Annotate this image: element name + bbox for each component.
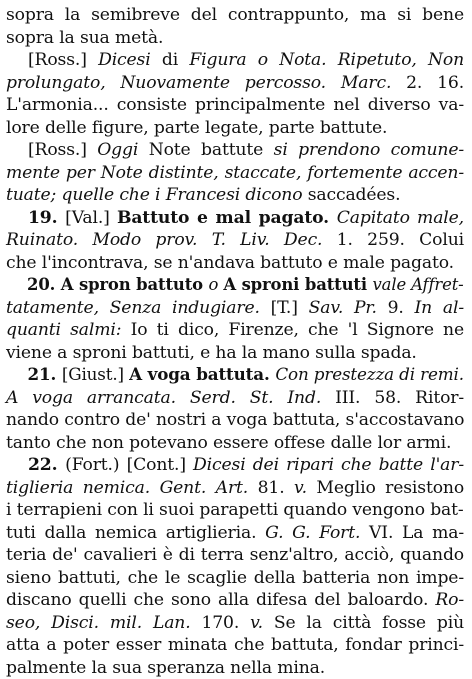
text-run: atta a poter esser minata che battuta, fondar princi-	[6, 635, 464, 655]
text-line	[6, 274, 444, 297]
text-run: 81.	[258, 478, 294, 498]
text-run: Sav. Pr.	[309, 298, 388, 318]
text-line	[6, 207, 464, 230]
text-line	[6, 567, 464, 590]
text-run: A voga arrancata. Serd. St. Ind.	[6, 388, 335, 408]
text-line	[6, 162, 464, 185]
text-run: . La ma-	[388, 523, 464, 543]
text-line	[6, 634, 464, 657]
text-run: 2. 16.	[406, 73, 464, 93]
text-run: (Fort.) [Cont.]	[65, 455, 193, 475]
text-run: 170.	[201, 613, 250, 633]
text-run: prolungato, Nuovamente percosso. Marc.	[6, 73, 406, 93]
text-line	[6, 477, 464, 500]
text-line	[6, 252, 464, 275]
text-run: vale Affret-	[373, 275, 464, 295]
text-run: sieno battuti, che le scaglie della batteria non impe-	[6, 568, 464, 588]
text-run: Dicesi	[98, 50, 162, 70]
text-run: Se la città fosse più	[274, 613, 464, 633]
text-run: tuti dalla nemica artiglieria.	[6, 523, 265, 543]
text-run: Battuto e mal pagato.	[117, 208, 337, 228]
text-run: v.	[250, 613, 274, 633]
text-line	[6, 544, 464, 567]
text-line	[6, 454, 464, 477]
text-run: seo, Disci. mil. Lan.	[6, 613, 201, 633]
text-line	[6, 94, 464, 117]
text-run: [Ross.]	[28, 50, 98, 70]
text-line	[6, 319, 464, 342]
text-run: palmente la sua speranza nella mina.	[6, 658, 325, 678]
text-run: Io ti dico, Firenze, che 'l Signore ne	[131, 320, 464, 340]
text-run: [T.]	[271, 298, 309, 318]
text-run: discano quelli che sono alla difesa del baloardo.	[6, 590, 435, 610]
text-line	[6, 589, 464, 612]
text-run: che l'incontrava, se n'andava battuto e male pagato.	[6, 253, 454, 273]
text-run: mente per Note distinte, staccate, fortemente accen-	[6, 163, 464, 183]
text-run: A voga battuta.	[129, 365, 275, 385]
text-run: 19.	[28, 208, 65, 228]
text-run: tuate; quelle che i Francesi dicono	[6, 185, 308, 205]
text-line	[6, 409, 464, 432]
text-run: Figura o Nota. Ripetuto, Non	[189, 50, 464, 70]
text-line	[6, 139, 464, 162]
text-run: L'armonia... consiste principalmente nel diverso va-	[6, 95, 464, 115]
dictionary-entry-text	[6, 4, 464, 679]
text-run: 9.	[388, 298, 415, 318]
text-run: viene a sproni battuti, e ha la mano sulla spada.	[6, 343, 417, 363]
text-run: In al-	[415, 298, 464, 318]
text-run: VI	[369, 523, 388, 543]
text-line	[6, 117, 464, 140]
text-run: o	[209, 275, 224, 295]
text-run: A sproni battuti	[223, 275, 372, 295]
text-run: Ruinato. Modo prov. T. Liv. Dec.	[6, 230, 337, 250]
text-line	[6, 432, 464, 455]
text-run: 1. 259. Colui	[337, 230, 464, 250]
text-run: 20. A spron battuto	[27, 275, 209, 295]
text-run: saccadées.	[308, 185, 401, 205]
text-line	[6, 49, 464, 72]
text-run: Note battute	[149, 140, 274, 160]
text-run: Oggi	[97, 140, 148, 160]
text-run: [Val.]	[65, 208, 117, 228]
text-run: quanti salmi:	[6, 320, 131, 340]
text-run: tanto che non potevano essere offese dalle lor armi.	[6, 433, 451, 453]
text-line	[6, 229, 464, 252]
text-line	[6, 499, 463, 522]
text-run: Capitato male,	[337, 208, 464, 228]
text-line	[6, 72, 464, 95]
text-line	[6, 27, 464, 50]
text-run: i terrapieni con li suoi parapetti quando vengono bat-	[6, 500, 463, 520]
text-run: Dicesi dei ripari che batte l'ar-	[193, 455, 464, 475]
text-run: tiglieria nemica. Gent. Art.	[6, 478, 258, 498]
text-line	[6, 4, 464, 27]
text-run: Ro-	[435, 590, 464, 610]
text-run: G. G. Fort.	[265, 523, 369, 543]
text-run: sopra la semibreve del contrappunto, ma si bene	[6, 5, 464, 25]
text-line	[6, 387, 464, 410]
text-run: Con prestezza di remi.	[275, 365, 464, 385]
text-run: Meglio resistono	[316, 478, 464, 498]
text-run: sopra la sua metà.	[6, 28, 163, 48]
text-line	[6, 612, 464, 635]
text-line	[6, 657, 464, 679]
text-line	[6, 297, 464, 320]
text-run: v.	[294, 478, 316, 498]
text-run: nando contro de' nostri a voga battuta, s'accostavano	[6, 410, 464, 430]
text-line	[6, 184, 464, 207]
text-run: [Ross.]	[28, 140, 97, 160]
text-run: . 58. Ritor-	[355, 388, 464, 408]
text-run: 21.	[27, 365, 61, 385]
text-run: tatamente, Senza indugiare.	[6, 298, 271, 318]
text-run: III	[335, 388, 355, 408]
text-line	[6, 364, 452, 387]
text-run: si prendono comune-	[274, 140, 464, 160]
text-run: [Giust.]	[62, 365, 129, 385]
text-run: teria de' cavalieri è di terra senz'altro, acciò, quando	[6, 545, 464, 565]
text-run: di	[162, 50, 190, 70]
text-line	[6, 522, 464, 545]
text-run: 22.	[28, 455, 65, 475]
text-run: lore delle figure, parte legate, parte battute.	[6, 118, 387, 138]
text-line	[6, 342, 464, 365]
